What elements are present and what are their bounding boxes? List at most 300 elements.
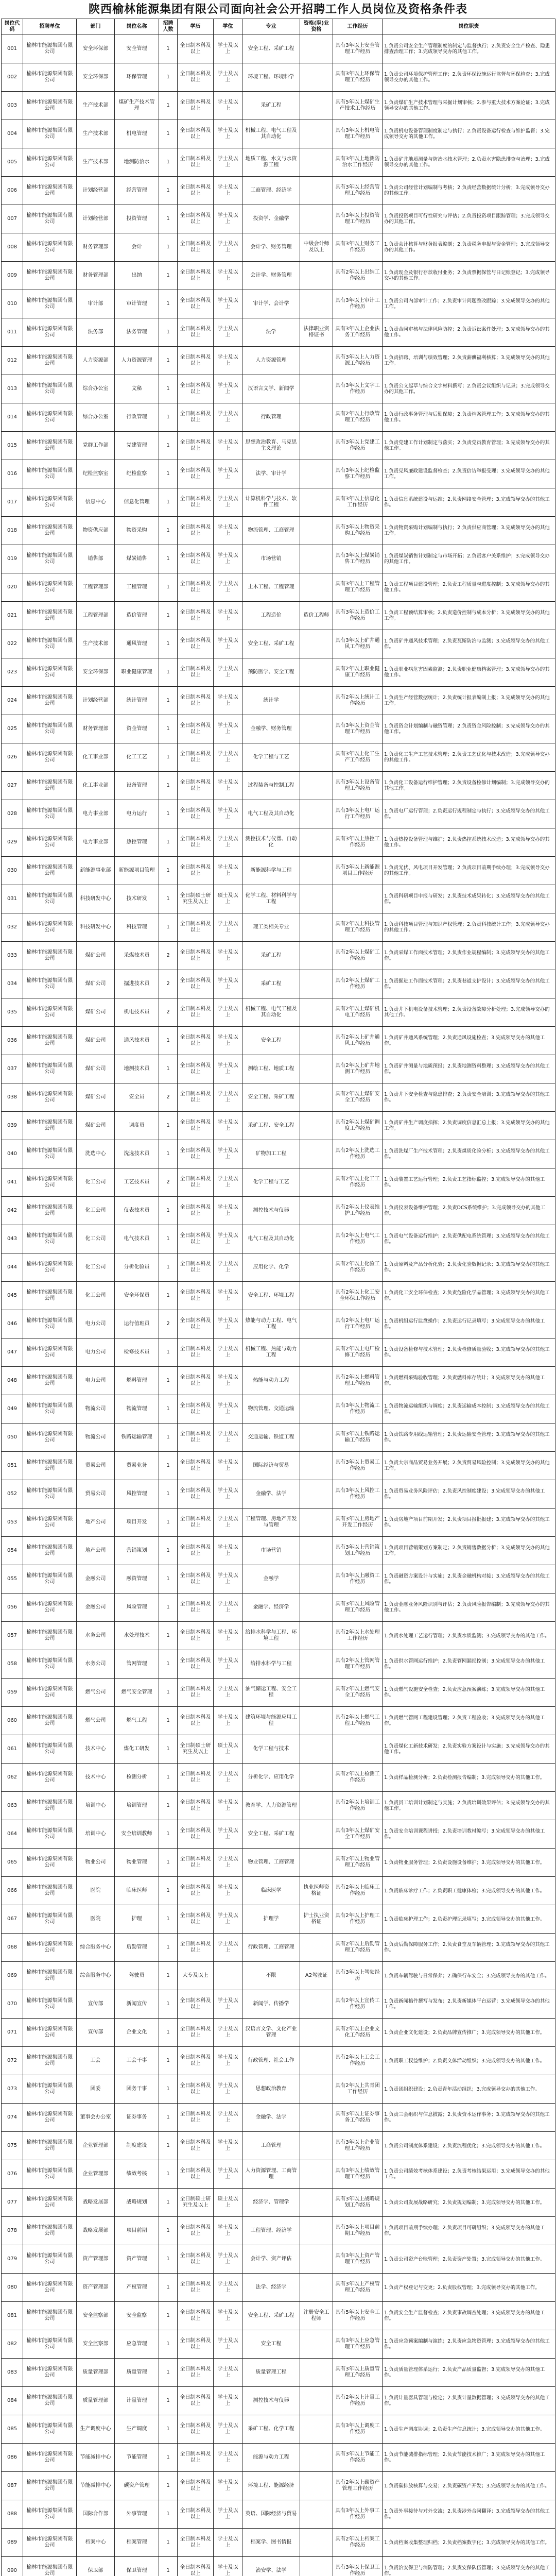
table-row — [2, 1820, 555, 1849]
degree-cell: 学士及以上 — [214, 1905, 242, 1934]
major-cell: 油气储运工程、安全工程 — [242, 1679, 300, 1707]
department-cell: 综合服务中心 — [77, 1962, 115, 1990]
duty-cell: 1.负责职工权益维护；2.负责文体活动组织；3.完成领导交办的其他工作。 — [383, 2047, 555, 2075]
headcount-cell: 1 — [159, 2557, 178, 2576]
headcount-cell: 1 — [159, 2415, 178, 2444]
qualification-cell — [300, 375, 333, 403]
department-cell: 燃气公司 — [77, 1679, 115, 1707]
qualification-cell — [300, 1338, 333, 1367]
hiring-unit-cell: 榆林市能源集团有限公司 — [23, 1650, 77, 1679]
education-cell: 全日制本科及以上 — [178, 942, 214, 970]
qualification-cell — [300, 857, 333, 885]
position-code-cell: 060 — [2, 1707, 23, 1735]
work-experience-cell: 具有2年以上矿井通风工作经历 — [333, 1027, 383, 1055]
headcount-cell: 1 — [159, 1764, 178, 1792]
post-name-cell: 绩效考核 — [115, 2160, 159, 2189]
qualification-cell — [300, 630, 333, 658]
education-cell: 全日制本科及以上 — [178, 1140, 214, 1168]
major-cell: 化学工程与工艺 — [242, 1168, 300, 1197]
post-name-cell: 机电管理 — [115, 120, 159, 148]
qualification-cell — [300, 1735, 333, 1764]
table-row — [2, 1962, 555, 1990]
hiring-unit-cell: 榆林市能源集团有限公司 — [23, 2019, 77, 2047]
position-code-cell: 062 — [2, 1764, 23, 1792]
work-experience-cell: 具有3年以上驾驶经历 — [333, 1962, 383, 1990]
table-row — [2, 2415, 555, 2444]
duty-cell: 1.负责工程预结算审核；2.负责造价控制与成本分析；3.完成领导交办的其他工作。 — [383, 602, 555, 630]
qualification-cell — [300, 1622, 333, 1650]
table-row — [2, 2387, 555, 2415]
hiring-unit-cell: 榆林市能源集团有限公司 — [23, 120, 77, 148]
department-cell: 工会 — [77, 2047, 115, 2075]
position-code-cell: 020 — [2, 573, 23, 602]
work-experience-cell: 具有3年以上风险管理工作经历 — [333, 1594, 383, 1622]
department-cell: 地产公司 — [77, 1509, 115, 1537]
education-cell: 全日制本科及以上 — [178, 1905, 214, 1934]
education-cell: 全日制本科及以上 — [178, 2359, 214, 2387]
duty-cell: 1.负责员工培训计划制定与实施；2.负责培训效果评估；3.完成领导交办的其他工作。 — [383, 1792, 555, 1820]
education-cell: 全日制本科及以上 — [178, 2047, 214, 2075]
education-cell: 全日制本科及以上 — [178, 602, 214, 630]
qualification-cell — [300, 432, 333, 460]
hiring-unit-cell: 榆林市能源集团有限公司 — [23, 885, 77, 913]
department-cell: 节能减排中心 — [77, 2472, 115, 2500]
work-experience-cell: 具有2年以上洗选工作经历 — [333, 1140, 383, 1168]
qualification-cell — [300, 1423, 333, 1452]
degree-cell: 学士及以上 — [214, 2217, 242, 2245]
headcount-cell: 1 — [159, 1990, 178, 2019]
headcount-cell: 1 — [159, 2160, 178, 2189]
qualification-cell — [300, 1197, 333, 1225]
qualification-cell — [300, 2104, 333, 2132]
duty-cell: 1.负责项目营销策划方案制定；2.负责销售数据分析；3.完成领导交办的其他工作。 — [383, 1537, 555, 1565]
headcount-cell: 1 — [159, 800, 178, 828]
department-cell: 财务管理部 — [77, 233, 115, 262]
major-cell: 理工类相关专业 — [242, 913, 300, 942]
education-cell: 全日制本科及以上 — [178, 488, 214, 517]
education-cell: 全日制本科及以上 — [178, 1707, 214, 1735]
hiring-unit-cell: 榆林市能源集团有限公司 — [23, 290, 77, 318]
education-cell: 全日制本科及以上 — [178, 2274, 214, 2302]
degree-cell: 学士及以上 — [214, 715, 242, 743]
column-header: 工作经历 — [333, 19, 383, 35]
duty-cell: 1.负责信息系统建设与运维；2.负责网络安全管理；3.完成领导交办的其他工作。 — [383, 488, 555, 517]
duty-cell: 1.负责三会组织与信息披露；2.负责资本运作事务；3.完成领导交办的其他工作。 — [383, 2104, 555, 2132]
table-row — [2, 545, 555, 573]
department-cell: 战略发展部 — [77, 2217, 115, 2245]
post-name-cell: 物业管理 — [115, 1849, 159, 1877]
hiring-unit-cell: 榆林市能源集团有限公司 — [23, 2500, 77, 2529]
department-cell: 技术中心 — [77, 1764, 115, 1792]
department-cell: 煤矿公司 — [77, 1112, 115, 1140]
position-code-cell: 009 — [2, 262, 23, 290]
education-cell: 全日制本科及以上 — [178, 800, 214, 828]
headcount-cell: 1 — [159, 772, 178, 800]
headcount-cell: 1 — [159, 2359, 178, 2387]
hiring-unit-cell: 榆林市能源集团有限公司 — [23, 1027, 77, 1055]
hiring-unit-cell: 榆林市能源集团有限公司 — [23, 1905, 77, 1934]
department-cell: 档案中心 — [77, 2529, 115, 2557]
position-code-cell: 041 — [2, 1168, 23, 1197]
work-experience-cell: 具有3年以上房地产开发工作经历 — [333, 1509, 383, 1537]
major-cell: 会计学、财务管理 — [242, 262, 300, 290]
degree-cell: 学士及以上 — [214, 517, 242, 545]
position-code-cell: 065 — [2, 1849, 23, 1877]
work-experience-cell: 具有3年以上融资工作经历 — [333, 1565, 383, 1594]
headcount-cell: 1 — [159, 347, 178, 375]
duty-cell: 1.负责临床护理工作；2.负责护理记录填写；3.完成领导交办的其他工作。 — [383, 1905, 555, 1934]
table-row — [2, 1679, 555, 1707]
work-experience-cell — [333, 885, 383, 913]
duty-cell: 1.负责生产调度协调；2.负责生产信息统计；3.完成领导交办的其他工作。 — [383, 2415, 555, 2444]
work-experience-cell: 具有3年以上工程管理工作经历 — [333, 573, 383, 602]
major-cell: 应用化学、化学 — [242, 1253, 300, 1282]
department-cell: 物流公司 — [77, 1395, 115, 1423]
qualification-cell — [300, 347, 333, 375]
work-experience-cell: 具有2年以上后勤管理工作经历 — [333, 1934, 383, 1962]
qualification-cell — [300, 970, 333, 998]
hiring-unit-cell: 榆林市能源集团有限公司 — [23, 148, 77, 177]
headcount-cell: 1 — [159, 318, 178, 347]
qualification-cell — [300, 658, 333, 687]
hiring-unit-cell: 榆林市能源集团有限公司 — [23, 545, 77, 573]
department-cell: 安全监察部 — [77, 2330, 115, 2359]
column-header: 岗位代码 — [2, 19, 23, 35]
post-name-cell: 煤化工研发 — [115, 1735, 159, 1764]
qualification-cell: 执业医师资格证 — [300, 1877, 333, 1905]
column-header: 资格(职)业资格 — [300, 19, 333, 35]
hiring-unit-cell: 榆林市能源集团有限公司 — [23, 1565, 77, 1594]
degree-cell — [214, 1962, 242, 1990]
headcount-cell: 1 — [159, 602, 178, 630]
table-row — [2, 1509, 555, 1537]
work-experience-cell: 具有3年以上造价工作经历 — [333, 602, 383, 630]
headcount-cell: 1 — [159, 2132, 178, 2160]
department-cell: 电力公司 — [77, 1310, 115, 1338]
major-cell: 安全工程、采矿工程 — [242, 1820, 300, 1849]
hiring-unit-cell: 榆林市能源集团有限公司 — [23, 92, 77, 120]
position-code-cell: 044 — [2, 1253, 23, 1282]
work-experience-cell: 具有3年以上资产管理工作经历 — [333, 2245, 383, 2274]
major-cell: 统计学 — [242, 687, 300, 715]
work-experience-cell: 具有3年以上证券事务工作经历 — [333, 2104, 383, 2132]
position-code-cell: 080 — [2, 2274, 23, 2302]
position-code-cell: 085 — [2, 2415, 23, 2444]
major-cell: 安全工程 — [242, 1027, 300, 1055]
education-cell: 全日制本科及以上 — [178, 1338, 214, 1367]
post-name-cell: 机电技术员 — [115, 998, 159, 1027]
major-cell: 物流管理、交通运输 — [242, 1395, 300, 1423]
degree-cell: 学士及以上 — [214, 2274, 242, 2302]
degree-cell: 学士及以上 — [214, 1423, 242, 1452]
major-cell: 工程管理、经济学 — [242, 2217, 300, 2245]
duty-cell: 1.负责安全生产监督检查；2.负责事故调查处理；3.完成领导交办的其他工作。 — [383, 2302, 555, 2330]
position-code-cell: 068 — [2, 1934, 23, 1962]
degree-cell: 学士及以上 — [214, 262, 242, 290]
major-cell: 电气工程及其自动化 — [242, 800, 300, 828]
education-cell: 全日制本科及以上 — [178, 545, 214, 573]
degree-cell: 学士及以上 — [214, 1990, 242, 2019]
degree-cell: 学士及以上 — [214, 1395, 242, 1423]
duty-cell: 1.负责档案收集整理归档；2.负责档案数字化；3.完成领导交办的其他工作。 — [383, 2529, 555, 2557]
department-cell: 化工事业部 — [77, 772, 115, 800]
education-cell: 全日制本科及以上 — [178, 1282, 214, 1310]
qualification-cell — [300, 2075, 333, 2104]
headcount-cell: 1 — [159, 460, 178, 488]
duty-cell: 1.负责融资方案设计与实施；2.负责金融机构对接；3.完成领导交办的其他工作。 — [383, 1565, 555, 1594]
work-experience-cell: 具有2年以上电厂检修工作经历 — [333, 1338, 383, 1367]
work-experience-cell: 具有2年以上宣传工作经历 — [333, 1990, 383, 2019]
major-cell: 化学工程、材料科学与工程 — [242, 885, 300, 913]
work-experience-cell: 具有2年以上计量工作经历 — [333, 2387, 383, 2415]
degree-cell: 学士及以上 — [214, 318, 242, 347]
degree-cell: 学士及以上 — [214, 942, 242, 970]
position-code-cell: 027 — [2, 772, 23, 800]
work-experience-cell: 具有3年以上信息化工作经历 — [333, 488, 383, 517]
work-experience-cell: 具有2年以上科技管理工作经历 — [333, 913, 383, 942]
qualification-cell — [300, 2387, 333, 2415]
table-row — [2, 347, 555, 375]
major-cell: 采矿工程、化学工程 — [242, 2415, 300, 2444]
major-cell: 质量管理工程 — [242, 2359, 300, 2387]
degree-cell: 学士及以上 — [214, 1027, 242, 1055]
education-cell: 全日制本科及以上 — [178, 2019, 214, 2047]
position-code-cell: 013 — [2, 375, 23, 403]
duty-cell: 1.负责党风廉政建设监督检查；2.负责信访举报受理；3.完成领导交办的其他工作。 — [383, 460, 555, 488]
duty-cell: 1.负责燃料采购验收管理；2.负责燃料库存统计；3.完成领导交办的其他工作。 — [383, 1367, 555, 1395]
degree-cell: 学士及以上 — [214, 998, 242, 1027]
qualification-cell — [300, 35, 333, 63]
work-experience-cell: 具有2年以上燃气安全工作经历 — [333, 1679, 383, 1707]
degree-cell: 学士及以上 — [214, 1650, 242, 1679]
department-cell: 贸易公司 — [77, 1452, 115, 1480]
headcount-cell: 1 — [159, 2245, 178, 2274]
education-cell: 全日制本科及以上 — [178, 1225, 214, 1253]
department-cell: 医院 — [77, 1905, 115, 1934]
hiring-unit-cell: 榆林市能源集团有限公司 — [23, 942, 77, 970]
major-cell: 安全工程、采矿工程 — [242, 35, 300, 63]
headcount-cell: 2 — [159, 942, 178, 970]
position-code-cell: 055 — [2, 1565, 23, 1594]
post-name-cell: 团务干事 — [115, 2075, 159, 2104]
qualification-cell — [300, 1679, 333, 1707]
post-name-cell: 仪表技术员 — [115, 1197, 159, 1225]
post-name-cell: 会计 — [115, 233, 159, 262]
position-code-cell: 035 — [2, 998, 23, 1027]
major-cell: 市场营销 — [242, 1537, 300, 1565]
degree-cell: 学士及以上 — [214, 800, 242, 828]
department-cell: 技术中心 — [77, 1735, 115, 1764]
work-experience-cell: 具有3年以上经营管理工作经历 — [333, 177, 383, 205]
qualification-cell — [300, 1027, 333, 1055]
education-cell: 全日制本科及以上 — [178, 573, 214, 602]
work-experience-cell: 具有3年以上党建工作经历 — [333, 432, 383, 460]
major-cell: 档案学、图书情报 — [242, 2529, 300, 2557]
hiring-unit-cell: 榆林市能源集团有限公司 — [23, 347, 77, 375]
qualification-cell — [300, 1594, 333, 1622]
department-cell: 国际合作部 — [77, 2500, 115, 2529]
qualification-cell — [300, 517, 333, 545]
post-name-cell: 采煤技术员 — [115, 942, 159, 970]
qualification-cell — [300, 1140, 333, 1168]
major-cell: 安全工程 — [242, 2330, 300, 2359]
table-row — [2, 2104, 555, 2132]
qualification-cell — [300, 828, 333, 857]
major-cell: 工程造价 — [242, 602, 300, 630]
headcount-cell: 1 — [159, 1537, 178, 1565]
qualification-cell: 注册安全工程师 — [300, 2302, 333, 2330]
table-row — [2, 2160, 555, 2189]
table-row — [2, 205, 555, 233]
degree-cell: 学士及以上 — [214, 857, 242, 885]
post-name-cell: 工艺技术员 — [115, 1168, 159, 1197]
post-name-cell: 掘进技术员 — [115, 970, 159, 998]
degree-cell: 学士及以上 — [214, 177, 242, 205]
position-code-cell: 088 — [2, 2500, 23, 2529]
position-code-cell: 031 — [2, 885, 23, 913]
position-code-cell: 070 — [2, 1990, 23, 2019]
position-code-cell: 051 — [2, 1452, 23, 1480]
post-name-cell: 质量管理 — [115, 2359, 159, 2387]
department-cell: 医院 — [77, 1877, 115, 1905]
hiring-unit-cell: 榆林市能源集团有限公司 — [23, 1594, 77, 1622]
major-cell: 新能源科学与工程 — [242, 857, 300, 885]
education-cell: 全日制本科及以上 — [178, 913, 214, 942]
department-cell: 物资供应部 — [77, 517, 115, 545]
hiring-unit-cell: 榆林市能源集团有限公司 — [23, 1990, 77, 2019]
education-cell: 全日制本科及以上 — [178, 1537, 214, 1565]
major-cell: 采矿工程 — [242, 942, 300, 970]
post-name-cell: 热控管理 — [115, 828, 159, 857]
education-cell: 全日制本科及以上 — [178, 1650, 214, 1679]
hiring-unit-cell: 榆林市能源集团有限公司 — [23, 1537, 77, 1565]
major-cell: 工商管理、经济学 — [242, 177, 300, 205]
major-cell: 不限 — [242, 1962, 300, 1990]
duty-cell: 1.负责煤炭销售计划制定与市场开拓；2.负责客户关系维护；3.完成领导交办的其他工作。 — [383, 545, 555, 573]
major-cell: 行政管理、工商管理 — [242, 1934, 300, 1962]
education-cell: 全日制本科及以上 — [178, 1310, 214, 1338]
qualification-cell — [300, 1055, 333, 1083]
department-cell: 煤矿公司 — [77, 998, 115, 1027]
hiring-unit-cell: 榆林市能源集团有限公司 — [23, 1877, 77, 1905]
post-name-cell: 安全管理 — [115, 35, 159, 63]
department-cell: 综合服务中心 — [77, 1934, 115, 1962]
duty-cell: 1.负责大宗商品贸易业务开展；2.负责贸易风险控制；3.完成领导交办的其他工作。 — [383, 1452, 555, 1480]
education-cell: 全日制本科及以上 — [178, 658, 214, 687]
degree-cell: 学士及以上 — [214, 1594, 242, 1622]
hiring-unit-cell: 榆林市能源集团有限公司 — [23, 1622, 77, 1650]
position-code-cell: 039 — [2, 1112, 23, 1140]
department-cell: 安全环保部 — [77, 63, 115, 92]
education-cell: 全日制本科及以上 — [178, 772, 214, 800]
hiring-unit-cell: 榆林市能源集团有限公司 — [23, 1934, 77, 1962]
work-experience-cell: 具有5年以上安全工作经历 — [333, 2302, 383, 2330]
table-row — [2, 460, 555, 488]
hiring-unit-cell: 榆林市能源集团有限公司 — [23, 2557, 77, 2576]
hiring-unit-cell: 榆林市能源集团有限公司 — [23, 403, 77, 432]
education-cell: 全日制本科及以上 — [178, 1877, 214, 1905]
department-cell: 化工公司 — [77, 1197, 115, 1225]
degree-cell: 学士及以上 — [214, 1622, 242, 1650]
post-name-cell: 出纳 — [115, 262, 159, 290]
work-experience-cell: 具有2年以上煤矿机电工作经历 — [333, 998, 383, 1027]
degree-cell: 学士及以上 — [214, 1168, 242, 1197]
table-row — [2, 63, 555, 92]
table-row — [2, 942, 555, 970]
work-experience-cell: 具有3年以上战略规划工作经历 — [333, 2189, 383, 2217]
education-cell: 全日制本科及以上 — [178, 290, 214, 318]
duty-cell: 1.负责外事接待与对外交流；2.负责涉外合同翻译；3.完成领导交办的其他工作。 — [383, 2500, 555, 2529]
work-experience-cell: 具有3年以上节能工作经历 — [333, 2444, 383, 2472]
degree-cell: 学士及以上 — [214, 1537, 242, 1565]
table-row — [2, 885, 555, 913]
duty-cell: 1.负责车辆驾驶与日常保养；2.确保行车安全；3.完成领导交办的其他工作。 — [383, 1962, 555, 1990]
work-experience-cell: 具有3年以上矿井通风工作经历 — [333, 630, 383, 658]
post-name-cell: 贸易业务 — [115, 1452, 159, 1480]
education-cell: 全日制本科及以上 — [178, 2557, 214, 2576]
duty-cell: 1.负责合同审核与法律风险防控；2.负责诉讼案件处理；3.完成领导交办的其他工作。 — [383, 318, 555, 347]
qualification-cell — [300, 92, 333, 120]
post-name-cell: 管网管理 — [115, 1650, 159, 1679]
position-code-cell: 008 — [2, 233, 23, 262]
post-name-cell: 风控管理 — [115, 1480, 159, 1509]
qualification-cell — [300, 262, 333, 290]
post-name-cell: 项目开发 — [115, 1509, 159, 1537]
education-cell: 全日制本科及以上 — [178, 743, 214, 772]
post-name-cell: 燃料管理 — [115, 1367, 159, 1395]
degree-cell: 学士及以上 — [214, 35, 242, 63]
education-cell: 全日制本科及以上 — [178, 432, 214, 460]
work-experience-cell: 具有3年以上贸易工作经历 — [333, 1452, 383, 1480]
headcount-cell: 1 — [159, 1423, 178, 1452]
position-code-cell: 029 — [2, 828, 23, 857]
major-cell: 治安学、法学 — [242, 2557, 300, 2576]
department-cell: 科技研发中心 — [77, 913, 115, 942]
headcount-cell: 1 — [159, 517, 178, 545]
position-code-cell: 042 — [2, 1197, 23, 1225]
major-cell: 汉语言文学、文化产业管理 — [242, 2019, 300, 2047]
table-row — [2, 1849, 555, 1877]
post-name-cell: 碳资产管理 — [115, 2472, 159, 2500]
position-code-cell: 040 — [2, 1140, 23, 1168]
degree-cell: 学士及以上 — [214, 92, 242, 120]
hiring-unit-cell: 榆林市能源集团有限公司 — [23, 1168, 77, 1197]
work-experience-cell: 具有2年以上行政管理工作经历 — [333, 403, 383, 432]
headcount-cell: 1 — [159, 630, 178, 658]
qualification-cell — [300, 942, 333, 970]
education-cell: 全日制本科及以上 — [178, 1990, 214, 2019]
table-row — [2, 148, 555, 177]
headcount-cell: 2 — [159, 1168, 178, 1197]
work-experience-cell: 具有3年以上风控工作经历 — [333, 1480, 383, 1509]
table-row — [2, 800, 555, 828]
work-experience-cell: 具有3年以上电厂运行工作经历 — [333, 800, 383, 828]
education-cell: 全日制本科及以上 — [178, 347, 214, 375]
post-name-cell: 铁路运输管理 — [115, 1423, 159, 1452]
position-code-cell: 018 — [2, 517, 23, 545]
degree-cell: 学士及以上 — [214, 1083, 242, 1112]
education-cell: 全日制本科及以上 — [178, 1168, 214, 1197]
headcount-cell: 1 — [159, 120, 178, 148]
education-cell: 全日制本科及以上 — [178, 2302, 214, 2330]
hiring-unit-cell: 榆林市能源集团有限公司 — [23, 1480, 77, 1509]
education-cell: 全日制本科及以上 — [178, 630, 214, 658]
qualification-cell — [300, 800, 333, 828]
degree-cell: 学士及以上 — [214, 573, 242, 602]
position-code-cell: 056 — [2, 1594, 23, 1622]
hiring-unit-cell: 榆林市能源集团有限公司 — [23, 1792, 77, 1820]
table-row — [2, 2047, 555, 2075]
